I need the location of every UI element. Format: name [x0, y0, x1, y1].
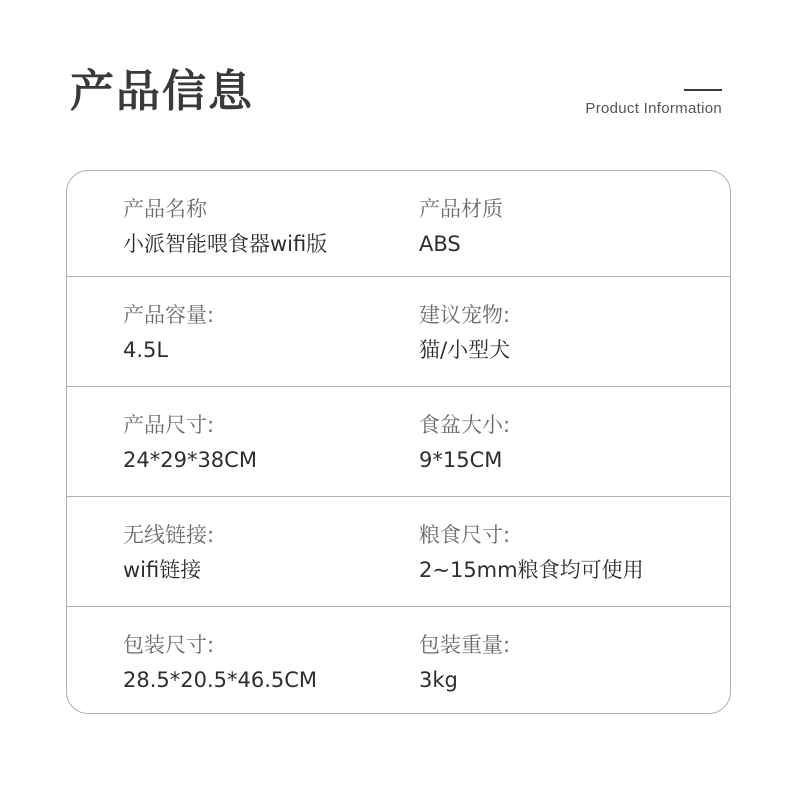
- spec-value: 4.5L: [123, 338, 169, 362]
- spec-row: [67, 497, 730, 607]
- spec-item-package-size: [123, 630, 317, 695]
- spec-item-package-weight: [419, 630, 510, 695]
- spec-row: [67, 387, 730, 497]
- spec-label: 包装尺寸:: [123, 633, 215, 657]
- spec-value: 24*29*38CM: [123, 448, 257, 472]
- spec-label: 产品材质: [419, 197, 503, 221]
- subtitle-decor-line: [684, 89, 722, 91]
- spec-item-material: [419, 194, 503, 259]
- spec-value: 2~15mm粮食均可使用: [419, 558, 644, 582]
- spec-value: 小派智能喂食器wifi版: [123, 232, 328, 256]
- spec-item-size: [123, 410, 257, 475]
- spec-label: 粮食尺寸:: [419, 523, 511, 547]
- page-title: 产品信息: [70, 66, 254, 117]
- spec-item-pet: [419, 300, 510, 365]
- page-subtitle: Product Information: [585, 100, 722, 117]
- spec-value: 9*15CM: [419, 448, 503, 472]
- spec-label: 无线链接:: [123, 523, 215, 547]
- spec-value: 28.5*20.5*46.5CM: [123, 668, 318, 692]
- spec-item-wireless: [123, 520, 214, 585]
- spec-label: 食盆大小:: [419, 413, 511, 437]
- spec-item-name: [123, 194, 327, 259]
- spec-item-capacity: [123, 300, 214, 365]
- spec-row: [67, 171, 730, 277]
- spec-label: 产品名称: [123, 197, 207, 221]
- spec-value: 猫/小型犬: [419, 338, 511, 362]
- spec-value: wifi链接: [123, 558, 202, 582]
- spec-card: [66, 170, 731, 714]
- spec-row: [67, 277, 730, 387]
- spec-value: 3kg: [419, 668, 458, 692]
- spec-value: ABS: [419, 232, 461, 256]
- spec-label: 产品容量:: [123, 303, 215, 327]
- spec-item-bowl-size: [419, 410, 510, 475]
- spec-label: 建议宠物:: [419, 303, 511, 327]
- spec-row: [67, 607, 730, 713]
- spec-item-food-size: [419, 520, 644, 585]
- spec-label: 包装重量:: [419, 633, 511, 657]
- spec-label: 产品尺寸:: [123, 413, 215, 437]
